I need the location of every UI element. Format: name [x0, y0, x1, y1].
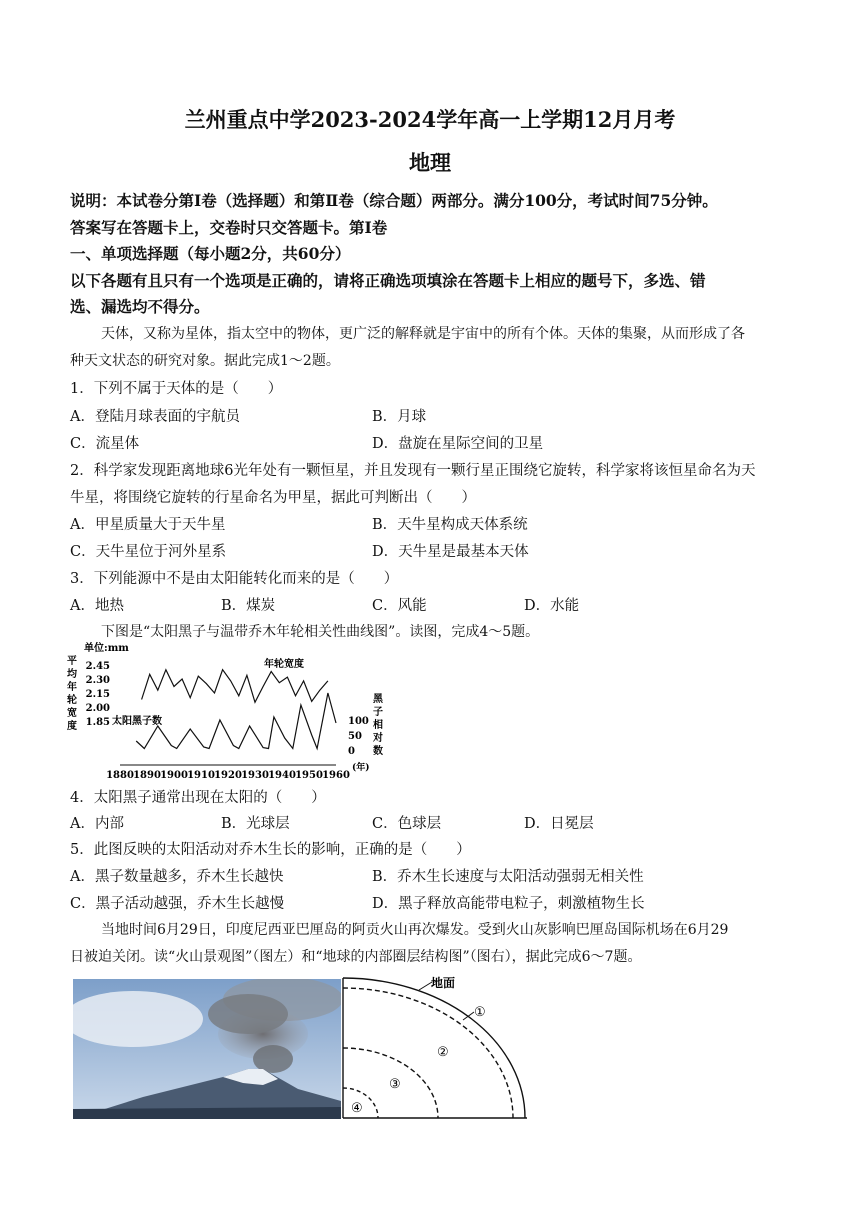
sunspot-tree-ring-chart	[64, 640, 394, 780]
unit-label: 单位:mm	[84, 643, 129, 654]
q3-option-c: C．风能	[372, 598, 427, 614]
subject-title: 地理	[409, 150, 451, 175]
right-axis-char: 黑	[373, 694, 383, 705]
q2-option-a: A．甲星质量大于天牛星	[70, 517, 226, 533]
q5-option-d: D．黑子释放高能带电粒子，刺激植物生长	[372, 896, 645, 912]
q4-option-b: B．光球层	[221, 816, 290, 832]
intro-line-1: 说明：本试卷分第Ⅰ卷（选择题）和第Ⅱ卷（综合题）两部分。满分100分，考试时间75分钟。	[70, 191, 718, 210]
ground-label: 地面	[431, 976, 456, 990]
right-axis-title	[372, 692, 384, 757]
q5-option-b: B．乔木生长速度与太阳活动强弱无相关性	[372, 869, 644, 885]
x-unit-label: (年)	[352, 763, 370, 773]
volcano-landscape-image	[73, 979, 341, 1119]
q5-stem: 5．此图反映的太阳活动对乔木生长的影响，正确的是（ ）	[70, 842, 471, 858]
left-tick-label: 1.85	[85, 717, 110, 728]
q2-stem-2: 牛星，将围绕它旋转的行星命名为甲星，据此可判断出（ ）	[70, 490, 476, 506]
exam-title: 兰州重点中学2023-2024学年高一上学期12月月考	[184, 107, 676, 132]
passage1-line-1: 天体，又称为星体，指太空中的物体，更广泛的解释就是宇宙中的所有个体。天体的集聚，从而形成了各	[101, 326, 745, 342]
q3-option-a: A．地热	[70, 598, 124, 614]
right-axis-char: 子	[373, 707, 383, 718]
left-axis-char: 宽	[67, 708, 77, 719]
right-tick-label: 50	[348, 731, 362, 742]
rule-line-1: 以下各题有且只有一个选项是正确的，请将正确选项填涂在答题卡上相应的题号下，多选、错	[70, 271, 706, 290]
q4-option-a: A．内部	[70, 816, 124, 832]
left-axis-char: 平	[67, 656, 77, 667]
left-axis-title	[67, 654, 77, 732]
q3-stem: 3．下列能源中不是由太阳能转化而来的是（ ）	[70, 571, 399, 587]
x-tick-label: 1920	[214, 770, 242, 780]
left-axis-char: 年	[67, 682, 77, 693]
layer-label-4: ④	[351, 1101, 363, 1116]
passage2: 下图是“太阳黑子与温带乔木年轮相关性曲线图”。读图，完成4～5题。	[101, 624, 540, 640]
layer-label-3: ③	[389, 1077, 401, 1092]
left-tick-label: 2.45	[85, 661, 110, 672]
q4-option-c: C．色球层	[372, 816, 442, 832]
q5-option-c: C．黑子活动越强，乔木生长越慢	[70, 896, 285, 912]
sunspot-series-line	[136, 693, 336, 749]
q1-option-c: C．流星体	[70, 436, 140, 452]
right-axis-char: 相	[373, 720, 383, 731]
q3-option-d: D．水能	[524, 598, 580, 614]
intro-line-2: 答案写在答题卡上，交卷时只交答题卡。第Ⅰ卷	[70, 218, 388, 237]
q3-option-b: B．煤炭	[221, 598, 276, 614]
q1-option-d: D．盘旋在星际空间的卫星	[372, 436, 544, 452]
q2-option-d: D．天牛星是最基本天体	[372, 544, 529, 560]
q2-stem-1: 2．科学家发现距离地球6光年处有一颗恒星，并且发现有一颗行星正围绕它旋转，科学家将该恒星命名为天	[70, 463, 756, 479]
left-tick-label: 2.30	[85, 675, 110, 686]
layer-label-1: ①	[474, 1005, 486, 1020]
series-label-tree: 年轮宽度	[264, 659, 304, 670]
q5-option-a: A．黑子数量越多，乔木生长越快	[70, 869, 284, 885]
right-tick-label: 100	[348, 716, 369, 727]
left-tick-label: 2.15	[85, 689, 110, 700]
x-tick-label: 1930	[241, 770, 269, 780]
left-axis-char: 轮	[67, 695, 77, 706]
x-tick-label: 1950	[295, 770, 323, 780]
tree-ring-series-line	[142, 670, 328, 703]
right-axis-char: 对	[373, 733, 383, 744]
layer-label-2: ②	[437, 1045, 449, 1060]
left-axis-char: 均	[67, 669, 77, 680]
q4-option-d: D．日冕层	[524, 816, 594, 832]
x-tick-label: 1910	[187, 770, 215, 780]
q1-stem: 1．下列不属于天体的是（ ）	[70, 381, 283, 397]
x-tick-label: 1940	[268, 770, 296, 780]
earth-layers-diagram	[341, 970, 531, 1120]
q2-option-c: C．天牛星位于河外星系	[70, 544, 227, 560]
q2-option-b: B．天牛星构成天体系统	[372, 517, 528, 533]
right-axis-char: 数	[373, 746, 383, 757]
passage1-line-2: 种天文状态的研究对象。据此完成1～2题。	[70, 353, 340, 369]
rule-line-2: 选、漏选均不得分。	[70, 297, 210, 316]
left-axis-char: 度	[67, 721, 77, 732]
section-heading: 一、单项选择题（每小题2分，共60分）	[70, 244, 351, 263]
passage3-line-1: 当地时间6月29日，印度尼西亚巴厘岛的阿贡火山再次爆发。受到火山灰影响巴厘岛国际机场在6月29	[101, 922, 729, 938]
series-label-sun: 太阳黑子数	[112, 716, 162, 727]
passage3-line-2: 日被迫关闭。读“火山景观图”（图左）和“地球的内部圈层结构图”（图右），据此完成6～7题。	[70, 949, 642, 965]
q4-stem: 4．太阳黑子通常出现在太阳的（ ）	[70, 790, 326, 806]
x-tick-label: 1900	[160, 770, 188, 780]
x-tick-label: 1960	[322, 770, 350, 780]
left-tick-label: 2.00	[85, 703, 110, 714]
right-tick-label: 0	[348, 746, 355, 757]
q1-option-b: B．月球	[372, 409, 427, 425]
x-tick-label: 1890	[133, 770, 161, 780]
q1-option-a: A．登陆月球表面的宇航员	[70, 409, 240, 425]
crust-boundary-arc	[343, 988, 513, 1118]
x-tick-label: 1880	[106, 770, 134, 780]
